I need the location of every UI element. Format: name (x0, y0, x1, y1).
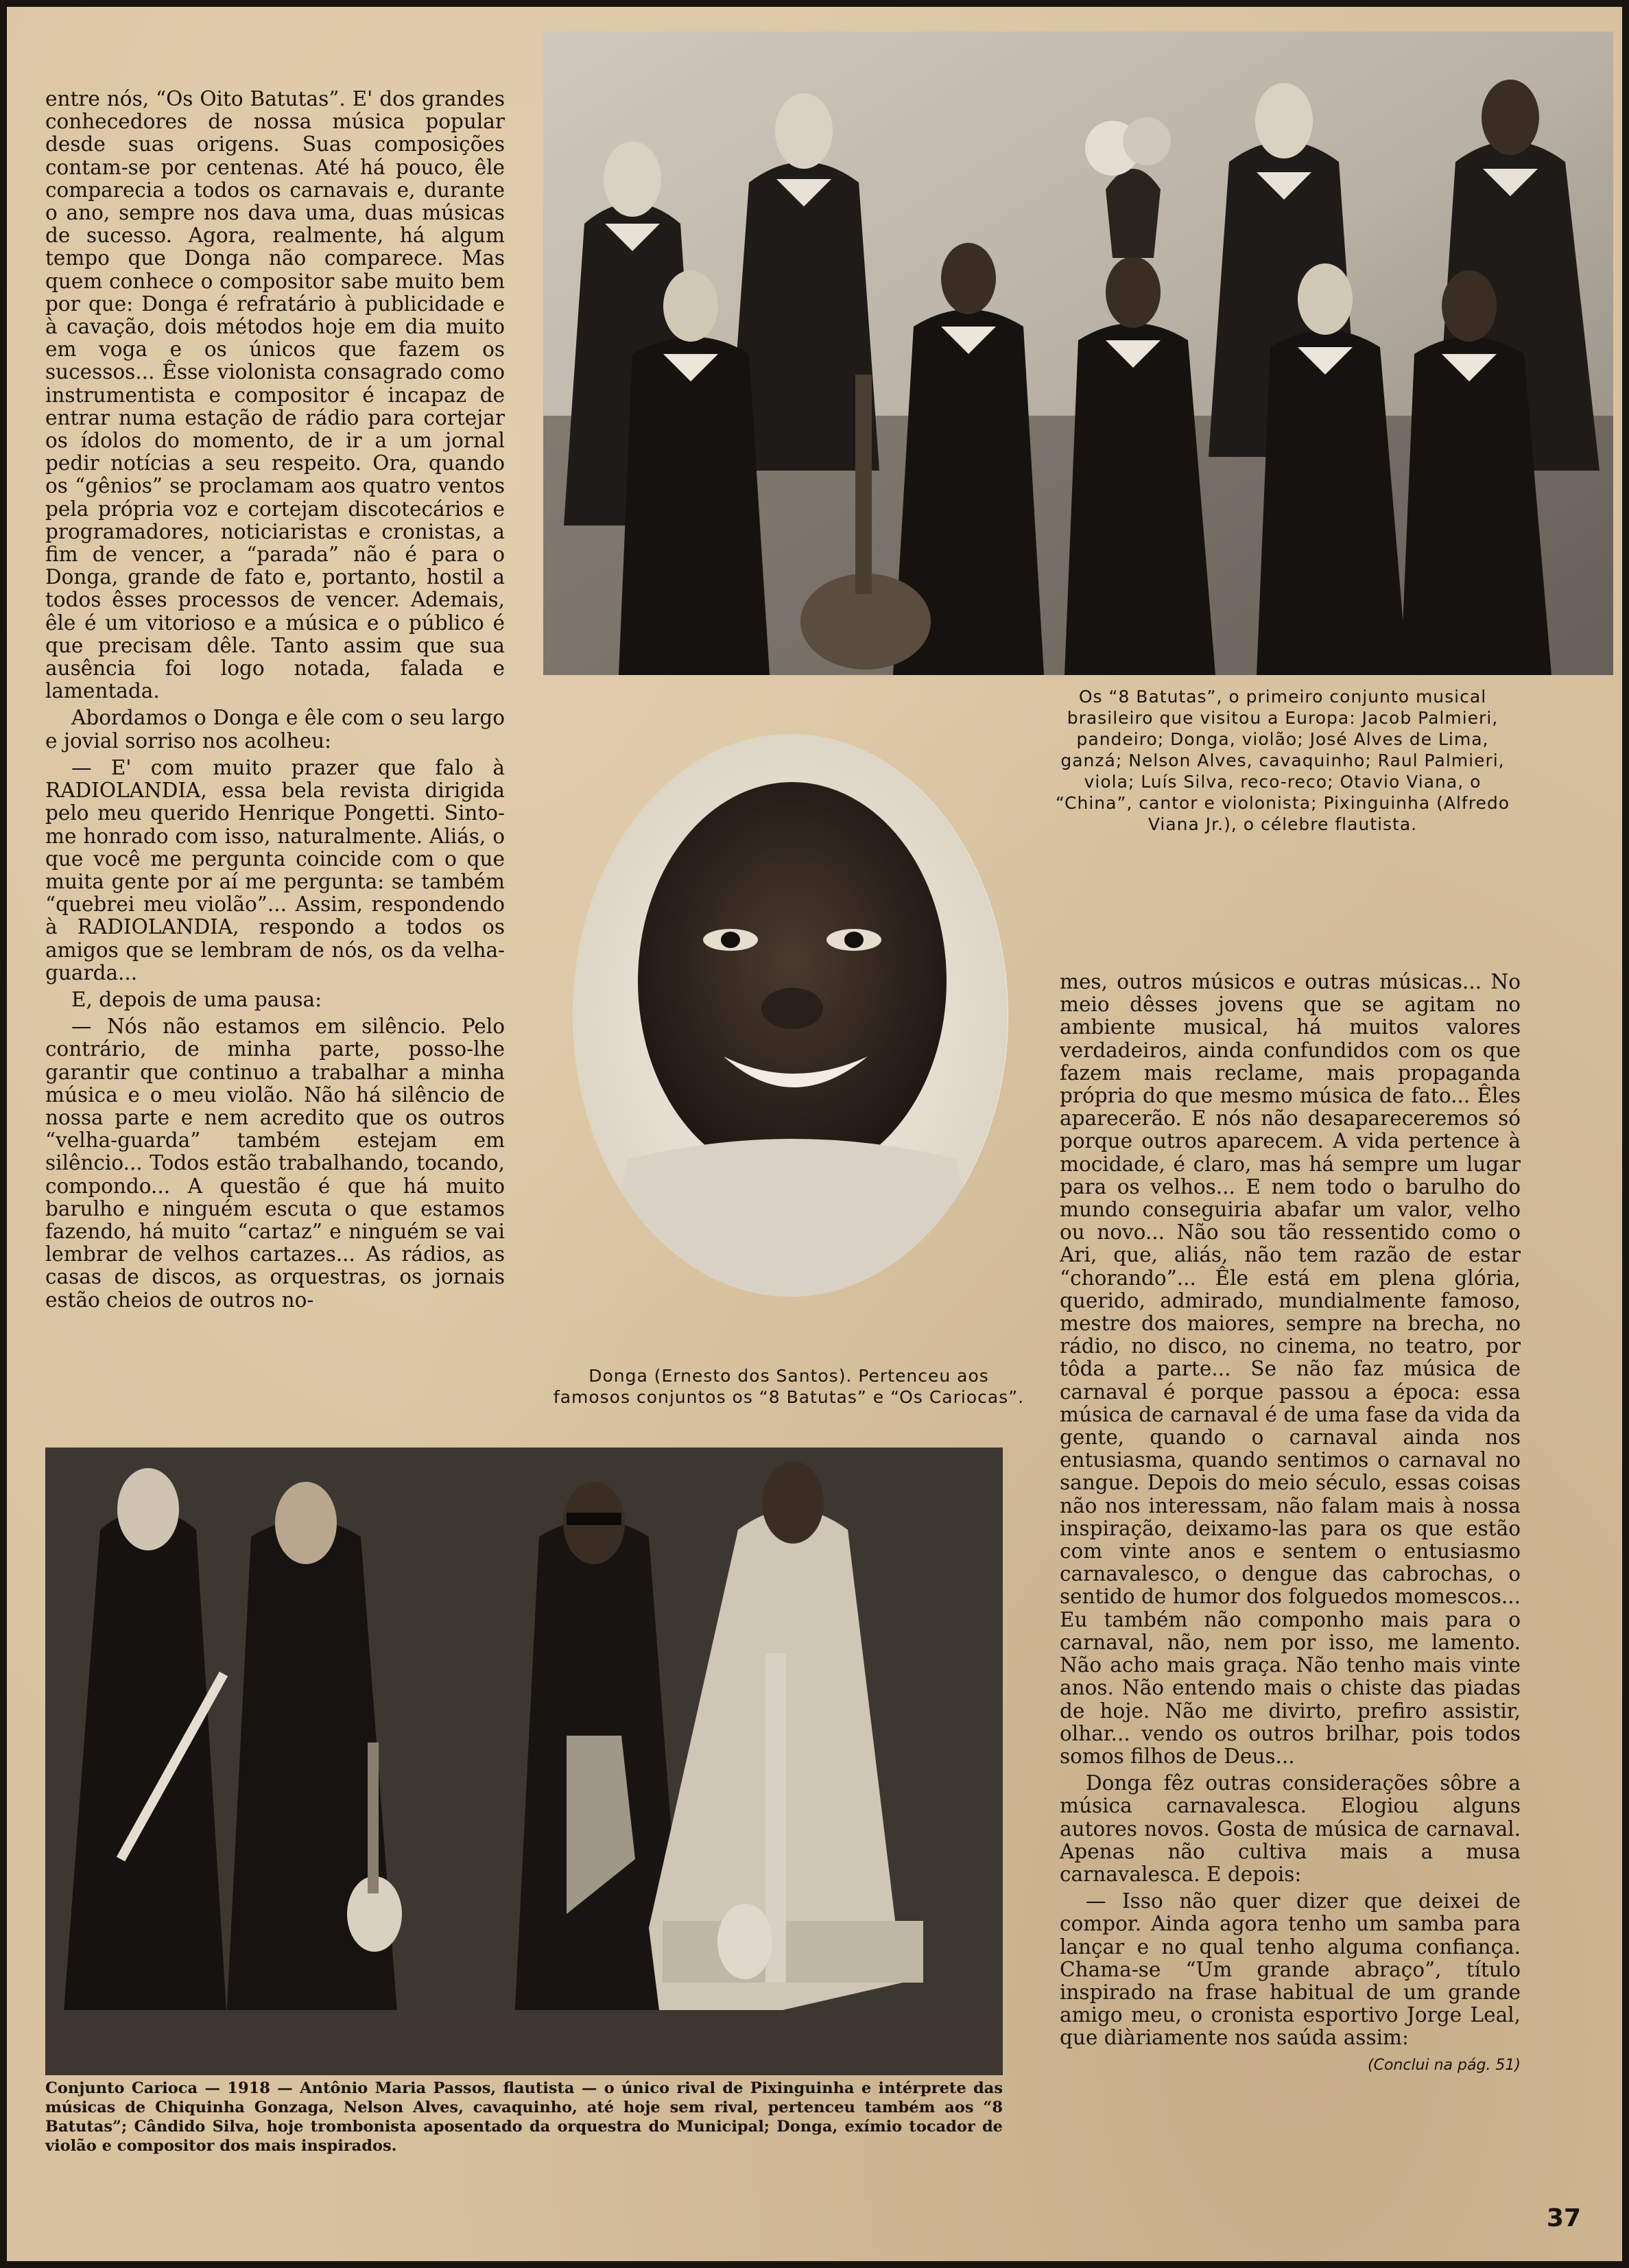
article-paragraph: E, depois de uma pausa: (71, 987, 322, 1011)
page-number: 37 (1546, 2204, 1581, 2232)
article-paragraph: Abordamos o Donga e êle com o seu largo e jovial sorriso nos acolheu: (45, 706, 505, 753)
photo-donga-portrait (573, 734, 1008, 1297)
caption-text: Os “8 Batutas”, o primeiro conjunto musical brasileiro que visitou a Europa: Jacob Palmieri, pandeiro; Donga, violão; José Alves de Lima, ganzá; Nelson Alves, cavaquinho; Raul Palmieri, viola; Luís Silva, reco-reco; Otavio Viana, o “China”, cantor e violonista; Pixinguinha (Alfredo Viana Jr.), o célebre flautista. (1055, 687, 1510, 834)
caption-oito-batutas (1049, 686, 1516, 835)
article-paragraph: entre nós, “Os Oito Batutas”. E' dos grandes conhecedores de nossa música popular desde suas origens. Suas composições contam-se por centenas. Até há pouco, êle comparecia a todos os carnavais e, durante o ano, sempre nos dava uma, duas músicas de sucesso. Agora, realmente, há algum tempo que Donga não comparece. Mas quem conhece o compositor sabe muito bem por que: Donga é refratário à publicidade e à cavação, dois métodos hoje em dia muito em voga e os únicos que fazem os sucessos... Êsse violonista consagrado como instrumentista e compositor é incapaz de entrar numa estação de rádio para cortejar os ídolos do momento, de ir a um jornal pedir notícias a seu respeito. Ora, quando os “gênios” se proclamam aos quatro ventos pela própria voz e cortejam discotecários e programadores, noticiaristas e cronistas, a fim de vencer, a “parada” não é para o Donga, grande de fato e, portanto, hostil a todos êsses processos de vencer. Ademais, êle é um vitorioso e a música e o público é que precisam dêle. Tanto assim que sua ausência foi logo notada, falada e lamentada. (45, 88, 505, 703)
article-paragraph: Donga fêz outras considerações sôbre a música carnavalesca. Elogiou alguns autores novos. Gosta de música de carnaval. Apenas não cultiva mais a musa carnavalesca. E depois: (1060, 1771, 1521, 1886)
article-column-right (1060, 971, 1521, 2151)
article-paragraph: — E' com muito prazer que falo à RADIOLANDIA, essa bela revista dirigida pelo meu querido Henrique Pongetti. Sinto-me honrado com isso, naturalmente. Aliás, o que você me pergunta coincide com o que muita gente por aí me pergunta: se também “quebrei meu violão”... Assim, respondendo à RADIOLANDIA, respondo a todos os amigos que se lembram de nós, os da velha-guarda... (45, 755, 505, 984)
article-paragraph: — Nós não estamos em silêncio. Pelo contrário, de minha parte, posso-lhe garantir que continuo a trabalhar a minha música e o meu violão. Não há silêncio de nossa parte e nem acredito que os outros “velha-guarda” também estejam em silêncio... Todos estão trabalhando, tocando, compondo... A questão é que há muito barulho e ninguém escuta o que estamos fazendo, há muito “cartaz” e ninguém se vai lembrar de velhos cartazes... As rádios, as casas de discos, as orquestras, os jornais estão cheios de outros no- (45, 1015, 505, 1312)
magazine-page (7, 7, 1622, 2261)
article-paragraph: — Isso não quer dizer que deixei de compor. Ainda agora tenho um samba para lançar e no qual tenho alguma confiança. Chama-se “Um grande abraço”, título inspirado na frase habitual de um grande amigo meu, o cronista esportivo Jorge Leal, que diàriamente nos saúda assim: (1060, 1889, 1521, 2050)
caption-text: Conjunto Carioca — 1918 — Antônio Maria Passos, flautista — o único rival de Pixinguinha e intérprete das músicas de Chiquinha Gonzaga, Nelson Alves, cavaquinho, até hoje sem rival, pertenceu também aos “8 Batutas”; Cândido Silva, hoje trombonista aposentado da orquestra do Municipal; Donga, exímio tocador de violão e compositor dos mais inspirados. (45, 2079, 1003, 2155)
continued-note: (Conclui na pág. 51) (1368, 2056, 1521, 2074)
photo-conjunto-carioca (45, 1448, 1003, 2075)
article-paragraph: mes, outros músicos e outras músicas... No meio dêsses jovens que se agitam no ambiente musical, há muitos valores verdadeiros, ainda confundidos com os que fazem mais reclame, mais propaganda própria do que mesmo música de fato... Êles aparecerão. E nós não desapareceremos só porque outros aparecem. A vida pertence à mocidade, é claro, mas há sempre um lugar para os velhos... E nem todo o barulho do mundo conseguiria abafar um valor, velho ou novo... Não sou tão ressentido como o Ari, que, aliás, não tem razão de estar “chorando”... Êle está em plena glória, querido, admirado, mundialmente famoso, mestre dos maiores, sempre na brecha, no rádio, no disco, no cinema, no teatro, por tôda a parte... Se não faz música de carnaval é porque passou a época: essa música de carnaval é de uma fase da vida da gente, quando o carnaval ainda nos entusiasma, quando sentimos o carnaval no sangue. Depois do meio século, essas coisas não nos interessam, não falam mais à nossa inspiração, deixamo-las para os que estão com vinte anos e sentem o entusiasmo carnavalesco, o dengue das cabrochas, o sentido de humor dos folguedos momescos... Eu também não componho mais para o carnaval, não, nem por isso, me lamento. Não acho mais graça. Não tenho mais vinte anos. Não entendo mais o chiste das piadas de hoje. Não me divirto, prefiro assistir, olhar... vendo os outros brilhar, pois todos somos filhos de Deus... (1060, 971, 1521, 1768)
caption-donga (549, 1365, 1029, 1408)
caption-conjunto-carioca (45, 2079, 1003, 2155)
photo-oito-batutas (543, 32, 1613, 675)
article-column-left (45, 88, 505, 1436)
caption-text: Donga (Ernesto dos Santos). Pertenceu aos famosos conjuntos os “8 Batutas” e “Os Cariocas”. (553, 1366, 1025, 1407)
